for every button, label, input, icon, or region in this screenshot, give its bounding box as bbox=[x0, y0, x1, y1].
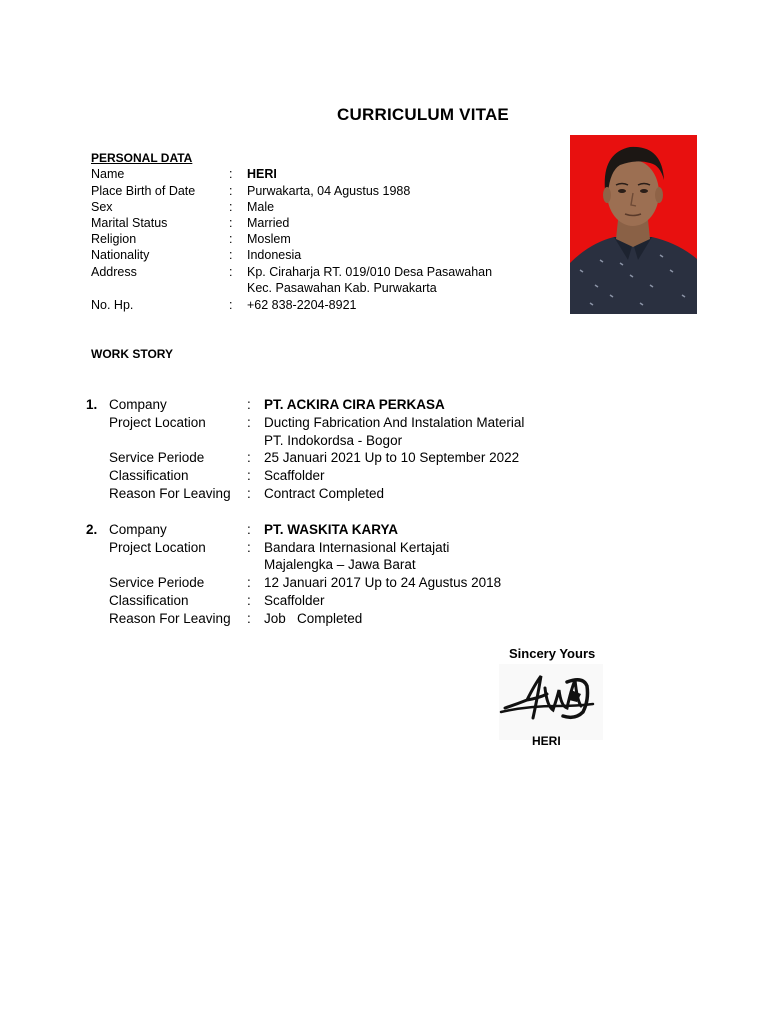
field-label: Project Location bbox=[109, 415, 206, 430]
closing-salutation: Sincery Yours bbox=[509, 646, 596, 661]
field-value: PT. ACKIRA CIRA PERKASA bbox=[264, 397, 445, 412]
colon: : bbox=[229, 248, 233, 262]
colon: : bbox=[247, 593, 251, 608]
colon: : bbox=[247, 450, 251, 465]
colon: : bbox=[229, 167, 233, 181]
personal-data-heading: PERSONAL DATA bbox=[91, 151, 193, 165]
page-title: CURRICULUM VITAE bbox=[337, 105, 509, 124]
colon: : bbox=[229, 200, 233, 214]
colon: : bbox=[247, 575, 251, 590]
field-value: Bandara Internasional Kertajati bbox=[264, 540, 450, 555]
colon: : bbox=[229, 184, 233, 198]
colon: : bbox=[229, 216, 233, 230]
field-value: +62 838-2204-8921 bbox=[247, 298, 357, 312]
field-label: Place Birth of Date bbox=[91, 184, 196, 198]
field-value: Purwakarta, 04 Agustus 1988 bbox=[247, 184, 411, 198]
colon: : bbox=[247, 397, 251, 412]
field-label: Classification bbox=[109, 468, 189, 483]
colon: : bbox=[247, 486, 251, 501]
colon: : bbox=[247, 468, 251, 483]
field-label: No. Hp. bbox=[91, 298, 134, 312]
handwritten-signature bbox=[497, 660, 605, 744]
field-value: Ducting Fabrication And Instalation Material bbox=[264, 415, 525, 430]
field-label: Marital Status bbox=[91, 216, 168, 230]
work-story-heading: WORK STORY bbox=[91, 347, 174, 361]
field-value: Married bbox=[247, 216, 290, 230]
field-value: 12 Januari 2017 Up to 24 Agustus 2018 bbox=[264, 575, 502, 590]
field-label: Reason For Leaving bbox=[109, 486, 231, 501]
field-value: Contract Completed bbox=[264, 486, 385, 501]
field-label: Sex bbox=[91, 200, 113, 214]
field-value: PT. WASKITA KARYA bbox=[264, 522, 399, 537]
field-value: Kec. Pasawahan Kab. Purwakarta bbox=[247, 281, 437, 295]
colon: : bbox=[229, 298, 233, 312]
signatory-name: HERI bbox=[532, 734, 561, 748]
colon: : bbox=[247, 611, 251, 626]
field-value: Scaffolder bbox=[264, 468, 325, 483]
field-label: Nationality bbox=[91, 248, 150, 262]
field-label: Address bbox=[91, 265, 137, 279]
field-label: Project Location bbox=[109, 540, 206, 555]
colon: : bbox=[247, 415, 251, 430]
entry-number: 1. bbox=[86, 397, 98, 412]
field-value: Male bbox=[247, 200, 275, 214]
field-label: Service Periode bbox=[109, 450, 205, 465]
field-value: Job Completed bbox=[264, 611, 363, 626]
colon: : bbox=[247, 540, 251, 555]
portrait-photo bbox=[570, 135, 697, 314]
field-label: Classification bbox=[109, 593, 189, 608]
field-value: 25 Januari 2021 Up to 10 September 2022 bbox=[264, 450, 520, 465]
field-label: Religion bbox=[91, 232, 137, 246]
field-value: Indonesia bbox=[247, 248, 302, 262]
field-label: Company bbox=[109, 522, 167, 537]
colon: : bbox=[247, 522, 251, 537]
field-value: Moslem bbox=[247, 232, 291, 246]
colon: : bbox=[229, 232, 233, 246]
portrait-photo-icon bbox=[570, 135, 697, 314]
field-value: Kp. Ciraharja RT. 019/010 Desa Pasawahan bbox=[247, 265, 493, 279]
signature-icon bbox=[497, 660, 605, 744]
field-label: Company bbox=[109, 397, 167, 412]
colon: : bbox=[229, 265, 233, 279]
field-label: Service Periode bbox=[109, 575, 205, 590]
entry-number: 2. bbox=[86, 522, 98, 537]
field-value: HERI bbox=[247, 167, 277, 181]
field-label: Name bbox=[91, 167, 125, 181]
field-value: Majalengka – Jawa Barat bbox=[264, 557, 416, 572]
field-value: PT. Indokordsa - Bogor bbox=[264, 433, 403, 448]
field-value: Scaffolder bbox=[264, 593, 325, 608]
field-label: Reason For Leaving bbox=[109, 611, 231, 626]
